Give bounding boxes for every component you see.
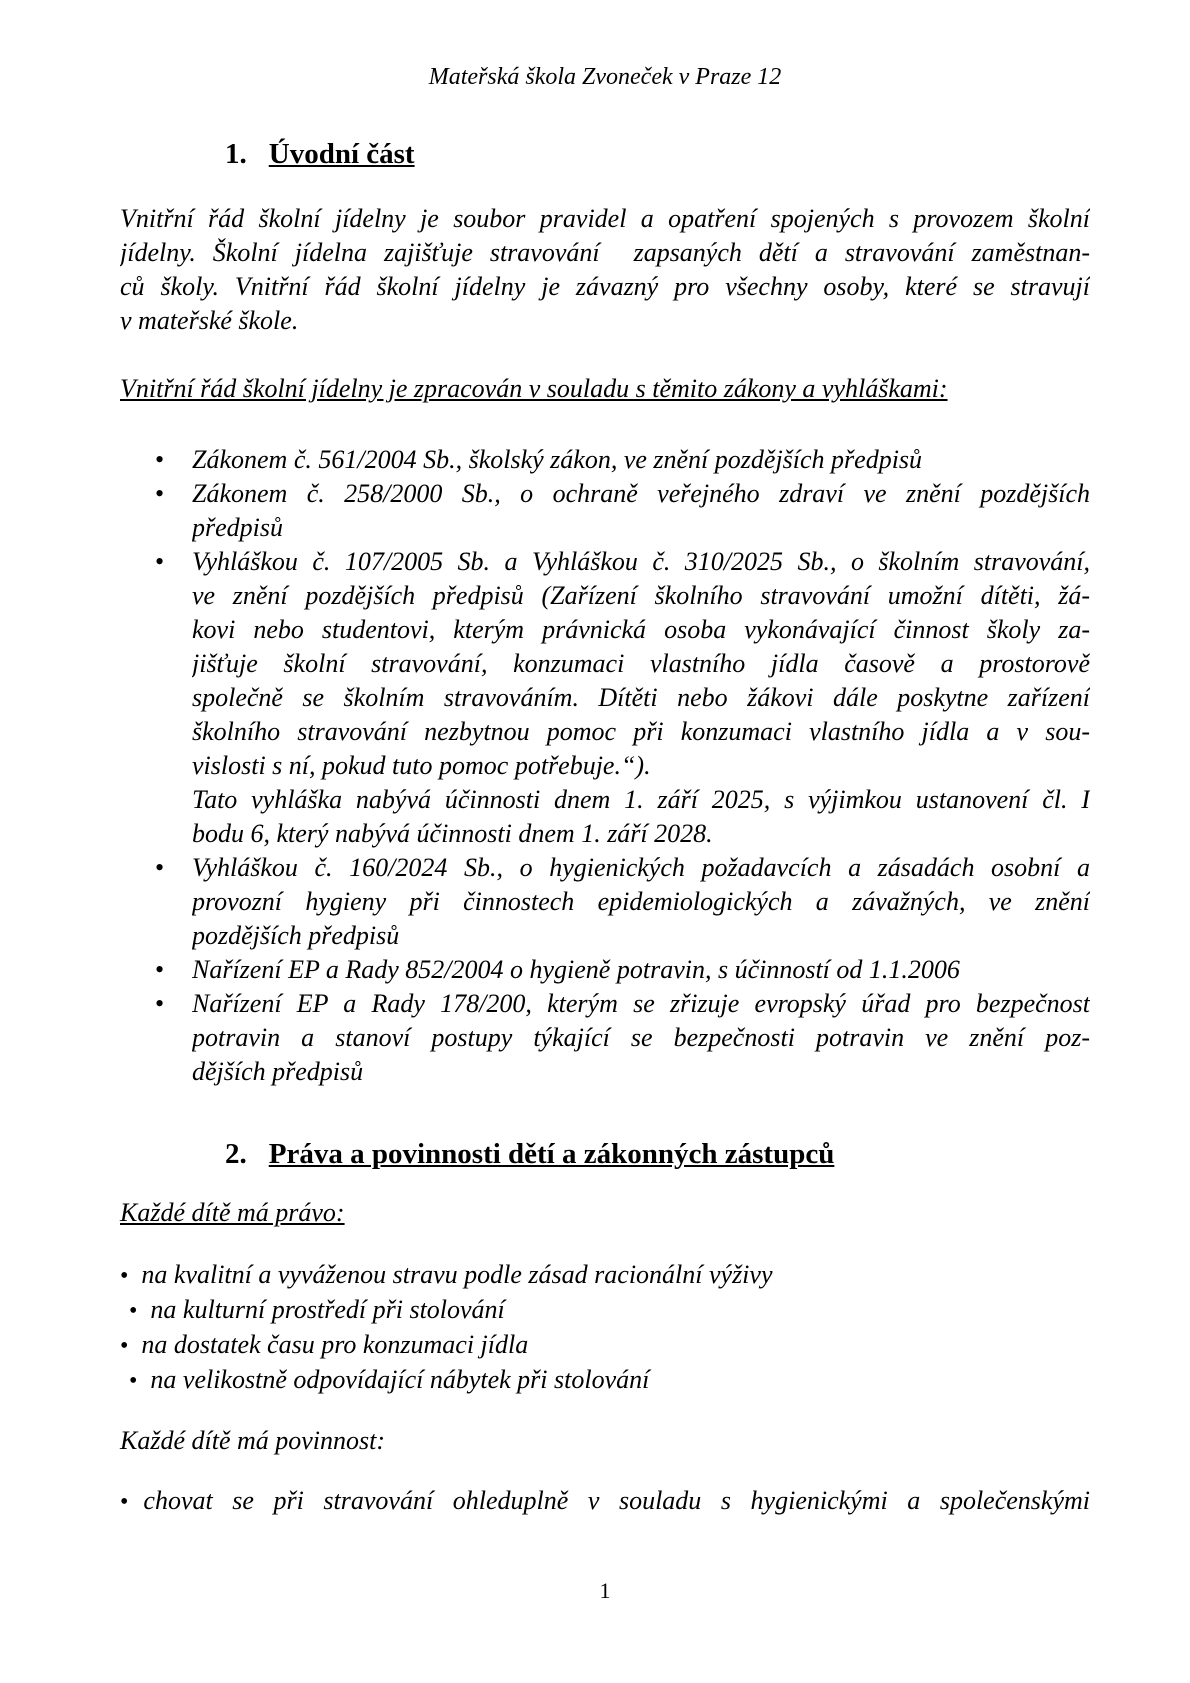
right-text: na velikostně odpovídající nábytek při stolování: [150, 1365, 650, 1394]
list-item: [120, 1328, 1090, 1363]
list-item: [120, 1484, 1090, 1519]
list-item: [120, 545, 1090, 851]
law-paragraph: Nařízení EP a Rady 852/2004 o hygieně potravin, s účinností od 1.1.2006: [192, 955, 960, 984]
heading-text: Úvodní část: [268, 138, 415, 170]
law-paragraph: Vyhláškou č. 160/2024 Sb., o hygienických požadavcích a zásadách osobní a provozní hygieny při činnostech epidemiologických a závažných, ve znění pozdějších předpisů: [192, 853, 1090, 950]
page-number: 1: [599, 1578, 611, 1603]
section-1-heading: [120, 136, 1090, 172]
duties-list: [120, 1484, 1090, 1519]
bullet-icon: [155, 953, 164, 987]
heading-number: 2.: [225, 1138, 247, 1170]
rights-heading: Každé dítě má právo:: [120, 1198, 345, 1227]
list-item: [120, 1293, 1090, 1328]
laws-intro-line: Vnitřní řád školní jídelny je zpracován v souladu s těmito zákony a vyhláškami:: [120, 374, 948, 403]
list-item: [120, 987, 1090, 1089]
running-header: Mateřská škola Zvoneček v Praze 12: [428, 64, 782, 90]
right-text: na kulturní prostředí při stolování: [150, 1295, 505, 1324]
rights-list: [120, 1258, 1090, 1398]
law-paragraph: Vyhláškou č. 107/2005 Sb. a Vyhláškou č. 310/2025 Sb., o školním stravování, ve znění pozdějších předpisů (Zařízení školního stravování umožní dítěti, žá- kovi nebo studentovi, kterým právnická osoba vykonávající činnost školy za- jišťuje školní stravování, konzumaci vlastního jídla časově a prostorově společně se školním stravováním. Dítěti nebo žákovi dále poskytne zařízení školního stravování nezbytnou pomoc při konzumaci vlastního jídla a v sou- vislosti s ní, pokud tuto pomoc potřebuje.“).: [192, 547, 1090, 780]
list-item: [120, 953, 1090, 987]
page-content: [0, 62, 1190, 1605]
bullet-icon: [155, 443, 164, 477]
list-item: [120, 477, 1090, 545]
bullet-icon: [129, 1295, 137, 1324]
bullet-icon: [129, 1365, 137, 1394]
bullet-icon: [120, 1486, 128, 1515]
list-item: [120, 1258, 1090, 1293]
bullet-icon: [155, 851, 164, 885]
duty-text: chovat se při stravování ohleduplně v souladu s hygienickými a společenskými: [143, 1486, 1090, 1515]
laws-list: [120, 443, 1090, 1089]
bullet-icon: [155, 477, 164, 511]
section-2-heading: [120, 1136, 1090, 1172]
law-paragraph: Zákonem č. 561/2004 Sb., školský zákon, ve znění pozdějších předpisů: [192, 445, 923, 474]
law-paragraph: Zákonem č. 258/2000 Sb., o ochraně veřejného zdraví ve znění pozdějších předpisů: [192, 479, 1090, 542]
bullet-icon: [120, 1330, 128, 1359]
right-text: na kvalitní a vyváženou stravu podle zásad racionální výživy: [141, 1260, 773, 1289]
duties-heading: Každé dítě má povinnost:: [120, 1426, 386, 1455]
list-item: [120, 1363, 1090, 1398]
intro-paragraph: Vnitřní řád školní jídelny je soubor pravidel a opatření spojených s provozem školní jídelny. Školní jídelna zajišťuje stravování zapsaných dětí a stravování zaměstnan- ců školy. Vnitřní řád školní jídelny je závazný pro všechny osoby, které se stravují v mateřské škole.: [120, 204, 1090, 335]
list-item: [120, 443, 1090, 477]
bullet-icon: [120, 1260, 128, 1289]
right-text: na dostatek času pro konzumaci jídla: [141, 1330, 529, 1359]
law-paragraph: Tato vyhláška nabývá účinnosti dnem 1. září 2025, s výjimkou ustanovení čl. I bodu 6, který nabývá účinnosti dnem 1. září 2028.: [192, 785, 1090, 848]
heading-number: 1.: [225, 138, 247, 170]
bullet-icon: [155, 987, 164, 1021]
law-paragraph: Nařízení EP a Rady 178/200, kterým se zřizuje evropský úřad pro bezpečnost potravin a stanoví postupy týkající se bezpečnosti potravin ve znění poz- dějších předpisů: [192, 989, 1090, 1086]
heading-text: Práva a povinnosti dětí a zákonných zástupců: [268, 1138, 835, 1170]
list-item: [120, 851, 1090, 953]
bullet-icon: [155, 545, 164, 579]
